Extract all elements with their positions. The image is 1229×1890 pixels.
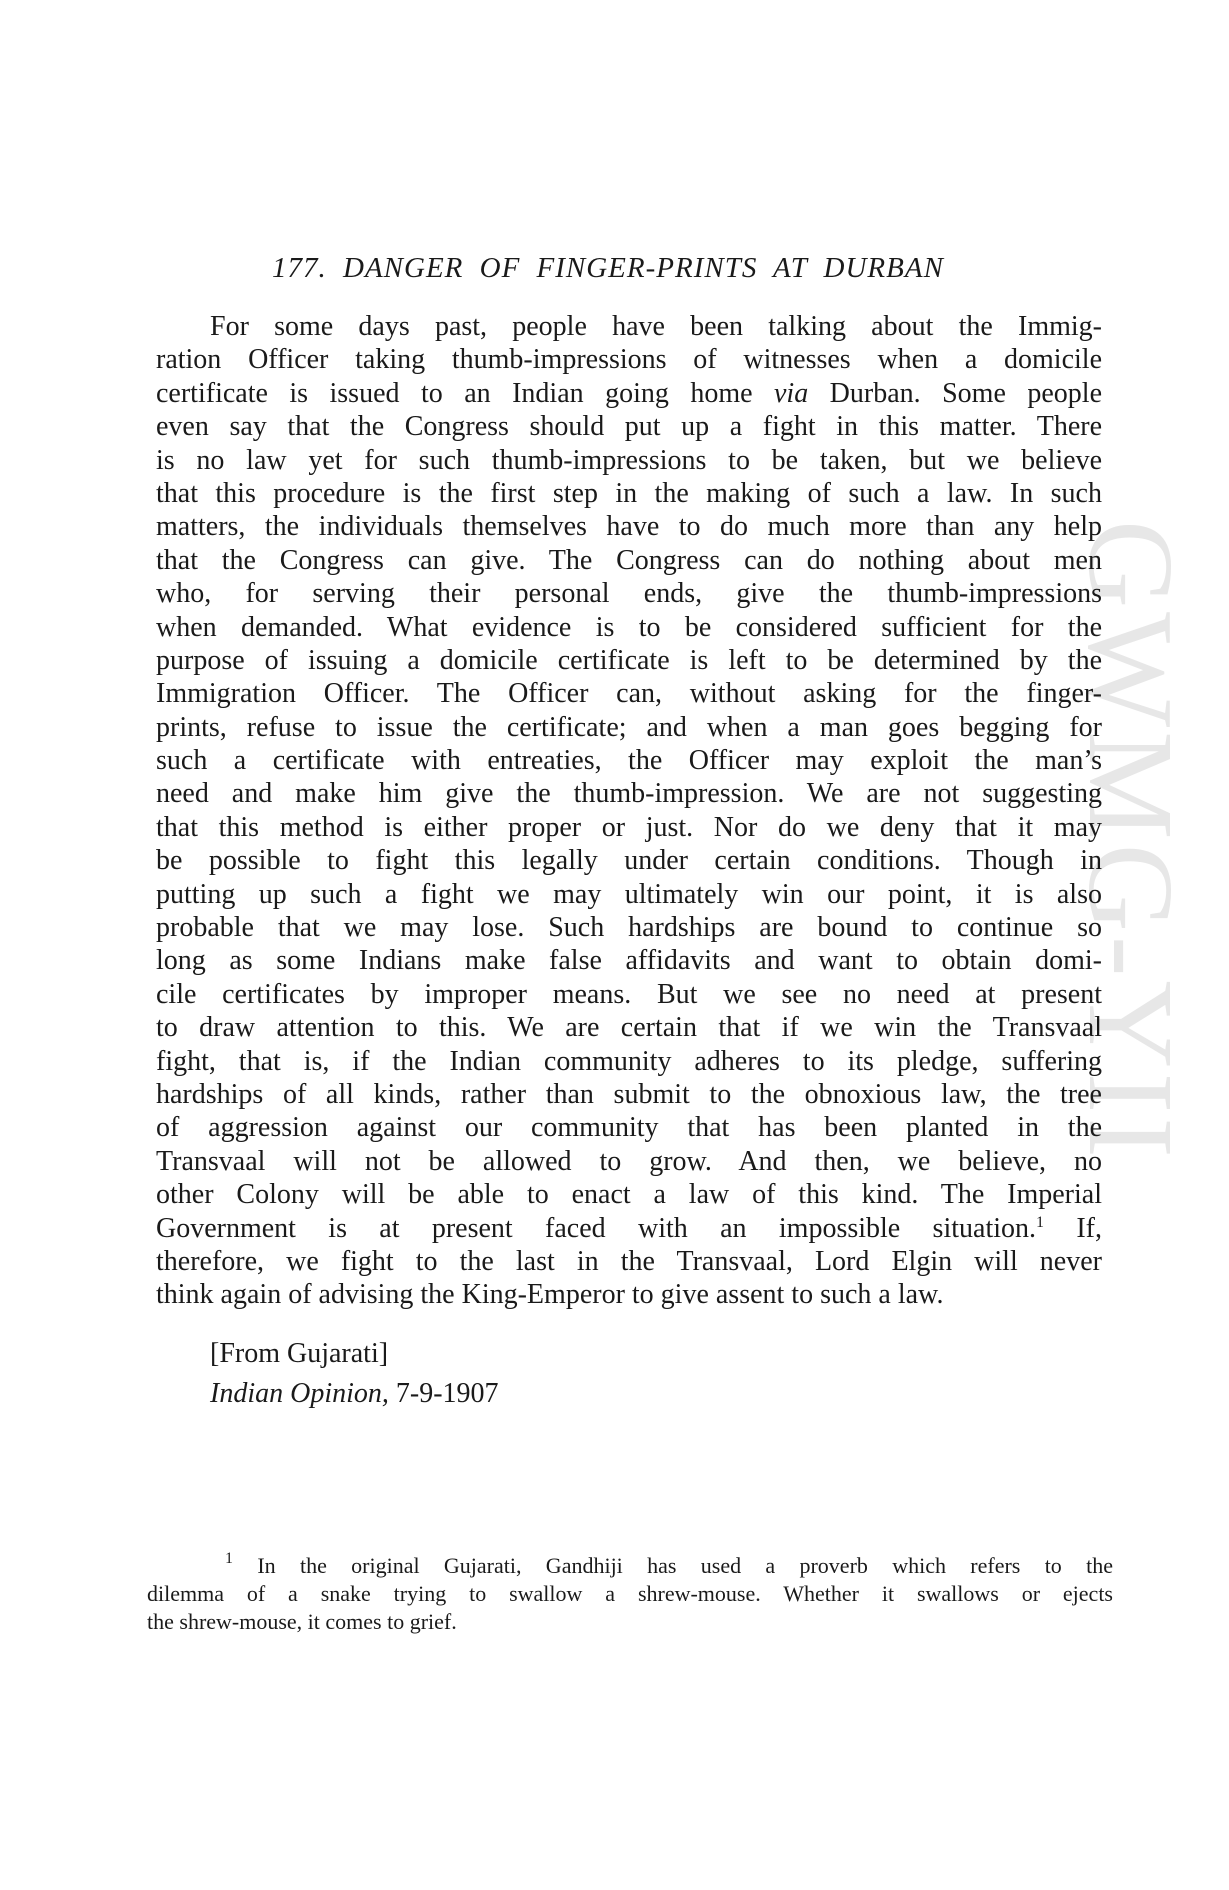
footnote (147, 1552, 1113, 1636)
body-text: Government is at present faced with an impossible situation. (156, 1212, 1036, 1244)
body-line: putting up such a fight we may ultimately win our point, it is also (156, 878, 1102, 910)
body-line: that this procedure is the first step in the making of such a law. In such (156, 477, 1102, 509)
body-line: prints, refuse to issue the certificate; and when a man goes begging for (156, 711, 1102, 743)
body-line: need and make him give the thumb-impression. We are not suggesting (156, 778, 1102, 810)
publication-line (210, 1374, 499, 1414)
language-note: [From Gujarati] (210, 1338, 389, 1369)
body-line: therefore, we fight to the last in the Transvaal, Lord Elgin will never (156, 1245, 1102, 1277)
body-line: cile certificates by improper means. But we see no need at present (156, 978, 1102, 1010)
body-text: If, (1044, 1212, 1102, 1244)
body-line (156, 377, 1102, 410)
publication-name: Indian Opinion, (210, 1378, 389, 1409)
body-line: of aggression against our community that has been planted in the (156, 1112, 1102, 1144)
document-title: DANGER OF FINGER-PRINTS AT DURBAN (343, 252, 944, 284)
body-line: such a certificate with entreaties, the Officer may exploit the man’s (156, 745, 1102, 777)
page-title (272, 252, 944, 285)
body-line: fight, that is, if the Indian community adheres to its pledge, suffering (156, 1045, 1102, 1077)
body-line: to draw attention to this. We are certain that if we win the Transvaal (156, 1012, 1102, 1044)
watermark-text: GWMG-YII (1063, 520, 1198, 1162)
body-line: think again of advising the King-Emperor to give assent to such a law. (156, 1279, 944, 1311)
body-text: certificate is issued to an Indian going home (156, 377, 774, 409)
body-line: other Colony will be able to enact a law of this kind. The Imperial (156, 1179, 1102, 1211)
body-line (156, 1212, 1102, 1245)
footnote-marker: 1 (225, 1550, 233, 1567)
body-line: long as some Indians make false affidavits and want to obtain domi- (156, 945, 1102, 977)
body-line: that the Congress can give. The Congress can do nothing about men (156, 544, 1102, 576)
footnote-line: dilemma of a snake trying to swallow a shrew-mouse. Whether it swallows or ejects (147, 1581, 1113, 1606)
footnote-line (147, 1552, 1113, 1580)
body-line: For some days past, people have been talking about the Immig- (210, 311, 1102, 342)
body-line: who, for serving their personal ends, give the thumb-impressions (156, 578, 1102, 610)
footnote-line: the shrew-mouse, it comes to grief. (147, 1609, 457, 1634)
italic-text: via (774, 377, 809, 409)
body-line: that this method is either proper or just. Nor do we deny that it may (156, 811, 1102, 843)
body-line: purpose of issuing a domicile certificate is left to be determined by the (156, 644, 1102, 676)
publication-date: 7-9-1907 (395, 1378, 499, 1409)
source-citation (210, 1334, 499, 1414)
footnote-text: In the original Gujarati, Gandhiji has used a proverb which refers to the (233, 1553, 1113, 1578)
body-line: even say that the Congress should put up a fight in this matter. There (156, 411, 1102, 443)
body-text: Durban. Some people (808, 377, 1102, 409)
footnote-reference[interactable]: 1 (1036, 1213, 1044, 1231)
body-line: matters, the individuals themselves have to do much more than any help (156, 511, 1102, 543)
body-line: probable that we may lose. Such hardships are bound to continue so (156, 912, 1102, 944)
body-line: ration Officer taking thumb-impressions of witnesses when a domicile (156, 344, 1102, 376)
document-number: 177. (272, 252, 327, 284)
body-line: Transvaal will not be allowed to grow. And then, we believe, no (156, 1145, 1102, 1177)
body-line: Immigration Officer. The Officer can, without asking for the finger- (156, 678, 1102, 710)
body-line: hardships of all kinds, rather than submit to the obnoxious law, the tree (156, 1078, 1102, 1110)
body-line: when demanded. What evidence is to be considered sufficient for the (156, 611, 1102, 643)
body-line: be possible to fight this legally under certain conditions. Though in (156, 845, 1102, 877)
article-body (156, 310, 1102, 1312)
body-line: is no law yet for such thumb-impressions to be taken, but we believe (156, 444, 1102, 476)
